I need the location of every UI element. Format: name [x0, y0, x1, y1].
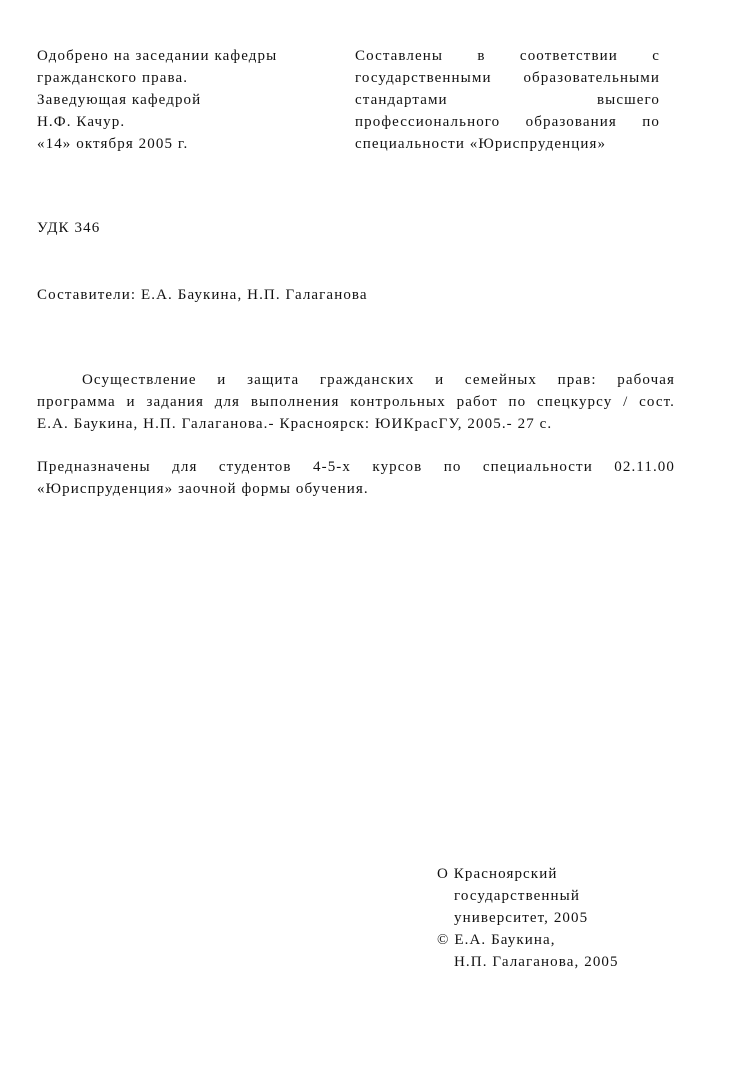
copyright-line: университет, 2005 [454, 910, 589, 926]
approval-date: «14» октября 2005 г. [37, 136, 189, 152]
annotation-line: программа и задания для выполнения контрольных работ по спецкурсу / сост. [37, 394, 675, 410]
udk-code [37, 217, 100, 239]
compilers-text: Составители: Е.А. Баукина, Н.П. Галаганова [37, 287, 368, 303]
compilers [37, 284, 368, 306]
approval-line: Одобрено на заседании кафедры [37, 48, 278, 64]
approval-line: Н.Ф. Качур. [37, 114, 126, 130]
compliance-line: государственными образовательными [355, 70, 660, 86]
standards-compliance-note [355, 45, 660, 155]
copyright-line: Н.П. Галаганова, 2005 [454, 954, 619, 970]
purpose-line: Предназначены для студентов 4-5-х курсов по специальности 02.11.00 [37, 459, 675, 475]
approval-line: гражданского права. [37, 70, 189, 86]
bibliographic-annotation [37, 369, 675, 435]
compliance-line: стандартами высшего [355, 92, 660, 108]
copyright-line: О Красноярский [437, 866, 558, 882]
purpose-statement [37, 456, 675, 500]
compliance-line: профессионального образования по [355, 114, 660, 130]
udk-text: УДК 346 [37, 220, 101, 236]
approval-line: Заведующая кафедрой [37, 92, 202, 108]
compliance-line: Составлены в соответствии с [355, 48, 660, 64]
purpose-line: «Юриспруденция» заочной формы обучения. [37, 481, 369, 497]
approval-note [37, 45, 337, 155]
annotation-line: Осуществление и защита гражданских и семейных прав: рабочая [82, 372, 675, 388]
annotation-line: Е.А. Баукина, Н.П. Галаганова.- Красноярск: ЮИКрасГУ, 2005.- 27 с. [37, 416, 553, 432]
compliance-line: специальности «Юриспруденция» [355, 136, 607, 152]
copyright-notice [437, 863, 697, 973]
copyright-line: государственный [454, 888, 580, 904]
copyright-line: © Е.А. Баукина, [437, 932, 556, 948]
